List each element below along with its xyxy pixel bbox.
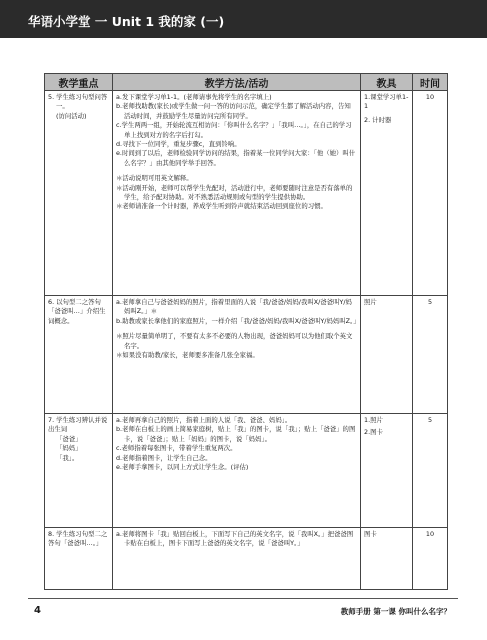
methods-cell [113, 296, 361, 414]
focus-line: 8. 学生练习句型二之答句「爸爸叫…。」 [48, 530, 108, 548]
column-header-focus: 教学重点 [45, 74, 113, 91]
focus-cell [45, 414, 113, 528]
tool-item: 2.图卡 [364, 428, 383, 437]
tool-item: 1.照片 [364, 416, 383, 424]
column-header-time: 时间 [413, 74, 448, 91]
time-cell: 10 [413, 91, 448, 296]
method-note: ＊照片尽量简单明了，不要有太多不必要的人物出现，爸爸妈妈可以为他们取个英文名字。 [116, 332, 353, 350]
focus-line: 6. 以句型二之答句「爸爸叫…」介绍生词概念。 [48, 298, 106, 325]
tools-cell [361, 528, 413, 590]
table-row [45, 528, 448, 590]
column-header-tools: 教具 [361, 74, 413, 91]
tools-cell [361, 296, 413, 414]
method-note: ＊活动刚开始，老师可以帮学生先配对，活动进行中，老师要随时注意是否有落单的学生，给予配对协助。对不熟悉活动规则或句型的学生提供协助。 [116, 183, 353, 202]
time-cell: 5 [413, 414, 448, 528]
focus-cell [45, 528, 113, 590]
footer-chapter-title: 教师手册 第一课 你叫什么名字？ [340, 607, 451, 616]
method-note: ＊如果没有助教/家长，老师要多准备几张全家福。 [116, 351, 259, 360]
page-header-title: 华语小学堂 一 Unit 1 我的家 (一) [28, 14, 225, 29]
focus-line: 「爸爸」 [56, 434, 82, 443]
time-cell: 5 [413, 296, 448, 414]
method-step: e.时间到了以后，老师检验同学访问的结果，指着某一位同学问大家：「他（她）叫什么名字？」由其他同学举手回答。 [116, 149, 356, 167]
tool-item: 照片 [364, 298, 377, 306]
focus-line: 「妈妈」 [56, 444, 82, 453]
header-bar [0, 0, 487, 38]
focus-line: 7. 学生练习辨认并说出生词 [48, 416, 108, 434]
footer-divider [28, 598, 458, 599]
focus-cell [45, 91, 113, 296]
tools-cell [361, 414, 413, 528]
method-step: d.老师指着图卡，让学生自己念。 [116, 453, 212, 462]
method-step: b.老师在白板上的画上简易家庭树，贴上「我」的图卡，说「我」；贴上「爸爸」的图卡，说「爸爸」；贴上「妈妈」的图卡，说「妈妈」。 [116, 425, 356, 443]
table-row [45, 414, 448, 528]
method-step: a.老师将图卡「我」贴回白板上，下面写下自己的英文名字，说「我叫X。」把爸爸图卡贴在白板上，图卡下面写上爸爸的英文名字，说「爸爸叫Y。」 [116, 530, 354, 548]
focus-line: 「我」。 [56, 453, 79, 462]
method-note: ＊老师请准备一个计时器，养成学生听到铃声就结束活动回到座位的习惯。 [116, 202, 327, 211]
methods-cell [113, 528, 361, 590]
method-note: ＊活动说明可用英文解释。 [116, 174, 193, 183]
methods-cell [113, 414, 361, 528]
page-number: 4 [34, 605, 41, 616]
table-row [45, 296, 448, 414]
method-step: c.学生两两一组，开始轮流互相访问：「你叫什么名字？」「我叫…。」，在自己的学习单上找到对方的名字后打勾。 [116, 121, 352, 139]
methods-cell [113, 91, 361, 296]
time-cell: 10 [413, 528, 448, 590]
table-header-row [45, 74, 448, 91]
focus-line: 一。 [56, 102, 69, 111]
lesson-plan-table [44, 73, 448, 590]
method-step: a.老师再拿自己的照片，指着上面的人说「我、爸爸、妈妈」。 [116, 416, 292, 424]
focus-cell [45, 296, 113, 414]
method-step: e.老师手拿图卡，以同上方式让学生念。(评估) [116, 463, 249, 472]
tool-item: 1.课堂学习单1-1 [364, 93, 409, 111]
table-row [45, 91, 448, 296]
column-header-methods: 教学方法/活动 [113, 74, 361, 91]
method-step: a.老师拿自己与爸爸妈妈的照片，指着里面的人说「我/爸爸/妈妈/我叫X/爸爸叫Y/妈妈叫Z。」＊ [116, 298, 352, 316]
tool-item: 2. 计时器 [364, 115, 392, 124]
focus-line: 5. 学生练习句型问答 [48, 93, 108, 101]
tool-item: 图卡 [364, 530, 377, 538]
method-step: d.寻找下一位同学，重复步骤c，直到铃响。 [116, 140, 241, 149]
method-step: a.发下课堂学习单1-1。(老师请事先将学生的名字填上) [116, 93, 272, 101]
method-step: b.老师找助教(家长)或学生做一问一答的访问示范，确定学生都了解活动内容，告知活动时间，并鼓励学生尽量访问完所有同学。 [116, 102, 351, 120]
focus-line: (访问活动) [56, 111, 87, 120]
method-step: c.老师指着每张图卡，带着学生重复两次。 [116, 444, 237, 453]
method-step: b.助教或家长拿他们的家庭照片，一样介绍「我/爸爸/妈妈/我叫X/爸爸叫Y/妈妈叫Z。」 [116, 316, 360, 325]
tools-cell [361, 91, 413, 296]
